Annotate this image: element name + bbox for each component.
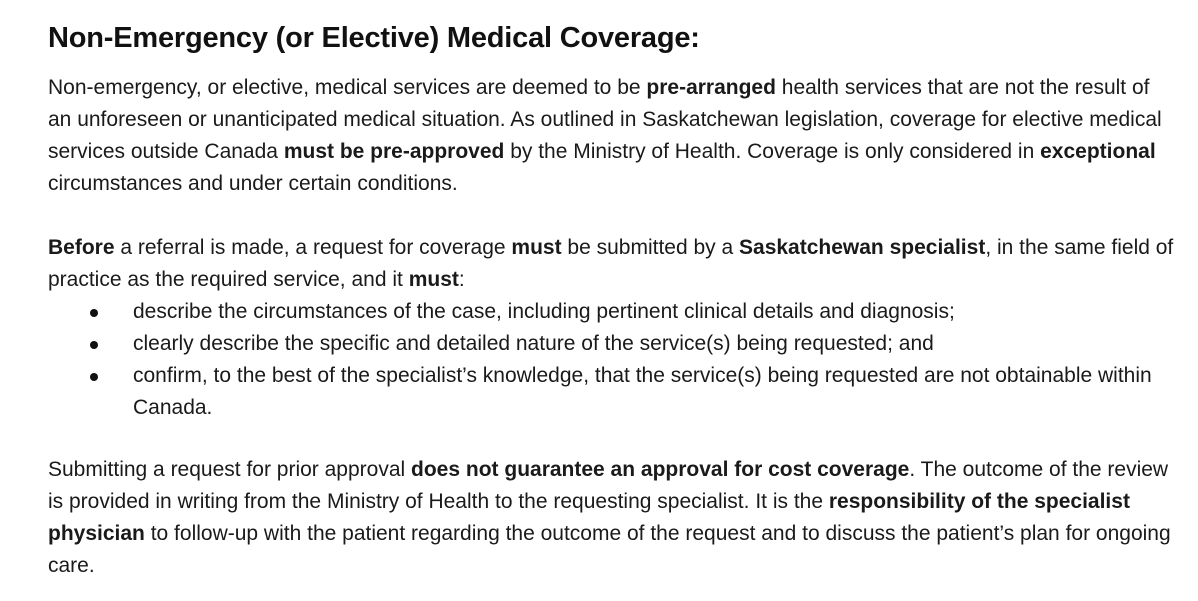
text-run: health services that are not the result of an unforeseen or unanticipated medical situation. As outlined in Saskatchewan legislation, coverage for elective medical services outside Canada [48, 76, 1162, 163]
bullet-icon [90, 373, 98, 381]
paragraph-referral-requirements [48, 232, 1178, 296]
section-heading: Non-Emergency (or Elective) Medical Coverage: [48, 22, 700, 54]
bold-specialist-responsibility: responsibility of the specialist physician [48, 490, 1130, 545]
text-run: , in the same field of practice as the required service, and it [48, 236, 1174, 291]
text-run: Non-emergency, or elective, medical services are deemed to be [48, 76, 647, 99]
text-run: Submitting a request for prior approval [48, 458, 412, 481]
bold-exceptional: exceptional [1040, 140, 1156, 163]
list-item [48, 360, 1178, 424]
text-run: a referral is made, a request for coverage [114, 236, 512, 259]
bold-no-guarantee: does not guarantee an approval for cost coverage [411, 458, 910, 481]
bold-pre-arranged: pre-arranged [646, 76, 776, 99]
document-body [48, 14, 1178, 582]
bold-before: Before [48, 236, 115, 259]
paragraph-approval-outcome [48, 454, 1178, 582]
bullet-icon [90, 341, 98, 349]
text-run: . The outcome of the review is provided in writing from the Ministry of Health to the requesting specialist. It is the [48, 458, 1169, 513]
text-run: : [458, 268, 465, 291]
list-item-text: confirm, to the best of the specialist’s knowledge, that the service(s) being requested are not obtainable within Canada. [133, 364, 1152, 419]
list-item [48, 328, 1178, 360]
list-item-text: clearly describe the specific and detailed nature of the service(s) being requested; and [133, 332, 934, 355]
bold-must: must [408, 268, 459, 291]
paragraph-elective-definition [48, 72, 1178, 200]
bold-saskatchewan-specialist: Saskatchewan specialist [739, 236, 986, 259]
bold-must-be-pre-approved: must be pre-approved [283, 140, 505, 163]
bold-must: must [511, 236, 562, 259]
list-item [48, 296, 1178, 328]
text-run: by the Ministry of Health. Coverage is only considered in [504, 140, 1041, 163]
list-item-text: describe the circumstances of the case, including pertinent clinical details and diagnosis; [133, 300, 955, 323]
text-run: to follow-up with the patient regarding the outcome of the request and to discuss the patient’s plan for ongoing care. [48, 522, 1171, 577]
bullet-icon [90, 309, 98, 317]
text-run: be submitted by a [561, 236, 740, 259]
text-run: circumstances and under certain conditions. [48, 172, 458, 195]
requirements-list [48, 296, 1178, 424]
